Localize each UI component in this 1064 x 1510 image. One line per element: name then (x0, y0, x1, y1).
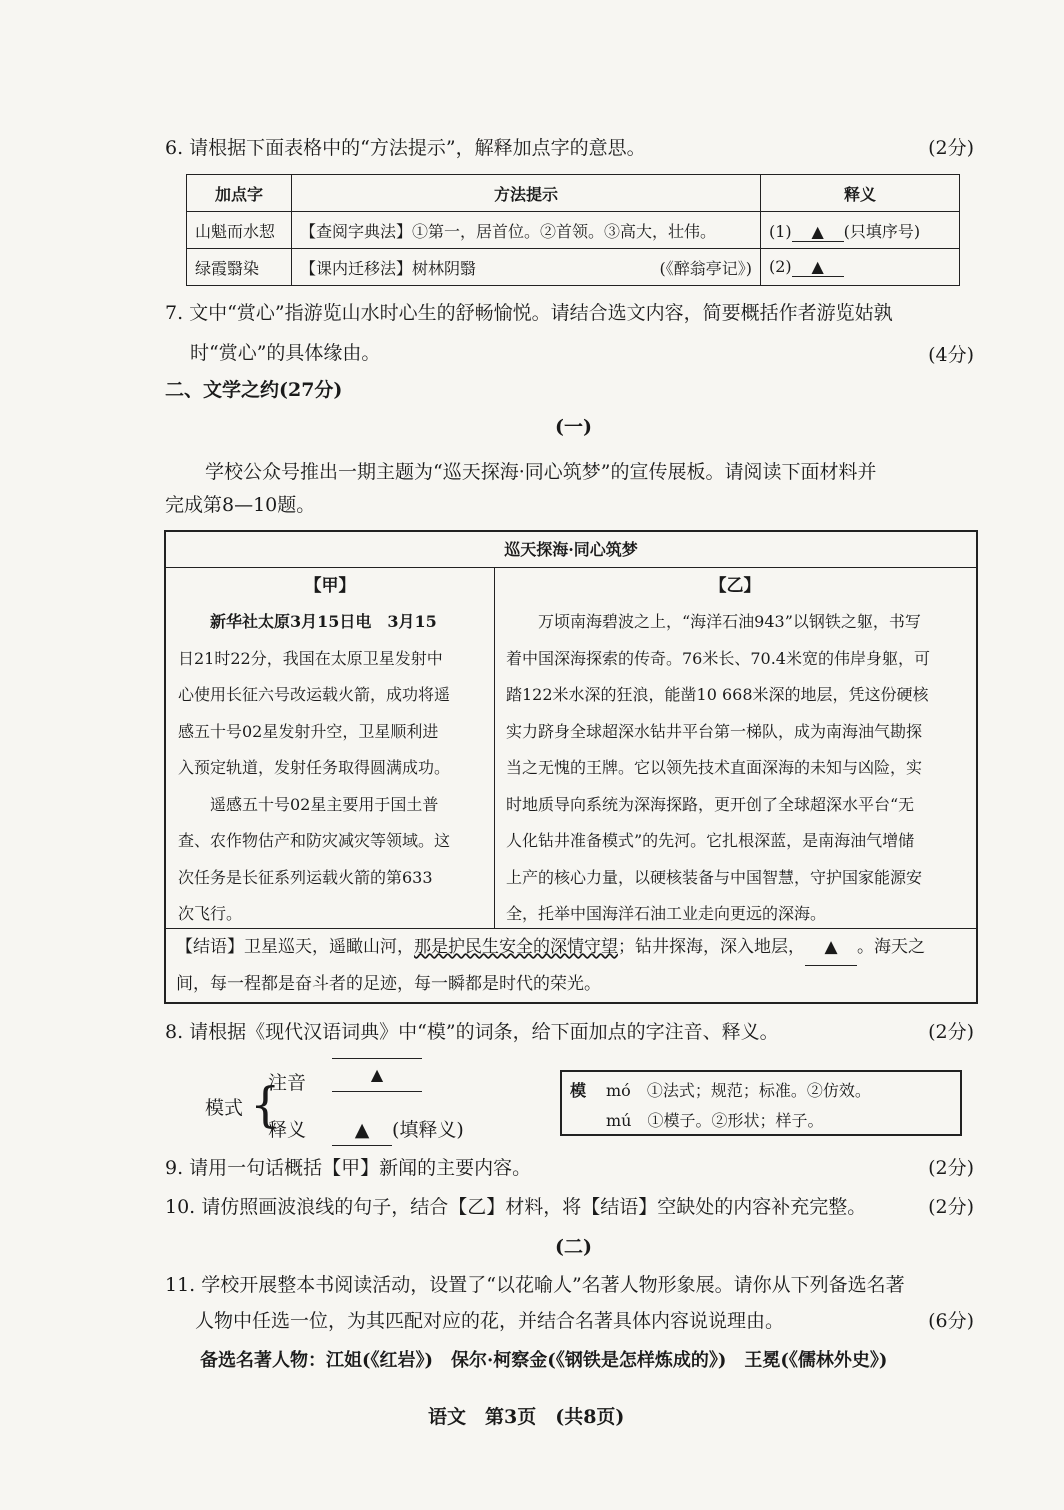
question-6: 6. 请根据下面表格中的“方法提示”，解释加点字的意思。 (165, 137, 646, 159)
table-header-meaning: 释义 (761, 175, 960, 212)
table-row-1-word: 山魁而水恝 (187, 212, 292, 249)
dict-def-2: ①模子。②形状；样子。 (647, 1111, 824, 1130)
yi-line: 全，托举中国海洋石油工业走向更远的深海。 (506, 904, 827, 923)
board-jia-label: 【甲】 (304, 576, 356, 596)
conclusion-wavy-sentence: 那是护民生安全的深情守望 (414, 937, 618, 957)
question-11-score: (6分) (928, 1310, 974, 1332)
table-header-word: 加点字 (187, 175, 292, 212)
jia-line: 查、农作物估产和防灾减灾等领域。这 (178, 831, 451, 850)
method-text-2: 【课内迁移法】树林阴翳 (300, 258, 477, 278)
page-footer: 语文 第3页 (共8页) (428, 1406, 625, 1428)
answer-label-1: (1) (769, 221, 792, 241)
dict-char: 模 (570, 1081, 587, 1100)
question-11-line-1: 11. 学校开展整本书阅读活动，设置了“以花喻人”名著人物形象展。请你从下列备选名著 (165, 1274, 905, 1296)
q8-meaning-row (332, 1115, 464, 1146)
intro-line-2: 完成第8—10题。 (165, 494, 316, 516)
dictionary-entry (560, 1070, 962, 1136)
yi-line: 时地质导向系统为深海探路，更开创了全球超深水平台“无 (506, 794, 915, 814)
pinyin-blank[interactable]: ▲ (332, 1058, 422, 1092)
question-7-line-2: 时“赏心”的具体缘由。 (190, 342, 381, 364)
method-source-2: (《醉翁亭记》) (659, 258, 752, 278)
answer-label-2: (2) (769, 257, 792, 276)
yi-line: 人化钻井准备模式”的先河。它扎根深蓝，是南海油气增储 (506, 831, 915, 850)
intro-line-1: 学校公众号推出一期主题为“巡天探海·同心筑梦”的宣传展板。请阅读下面材料并 (205, 461, 877, 483)
board-yi-label: 【乙】 (709, 576, 761, 596)
question-10-score: (2分) (928, 1196, 974, 1218)
jia-line: 次任务是长征系列运载火箭的第633 (178, 867, 433, 887)
table-row-2-method (292, 249, 761, 286)
conclusion-text-d: 。海天之 (857, 937, 925, 957)
question-9: 9. 请用一句话概括【甲】新闻的主要内容。 (165, 1157, 532, 1179)
section-2-title: 二、文学之约(27分) (165, 379, 343, 401)
dict-pinyin-2: mú (606, 1111, 632, 1130)
yi-line: 当之无愧的王牌。它以领先技术直面深海的未知与凶险，实 (506, 758, 923, 777)
answer-blank-1[interactable]: ▲ (792, 222, 844, 242)
conclusion-line-2: 间，每一程都是奋斗者的足迹，每一瞬都是时代的荣光。 (176, 974, 601, 994)
jia-line: 入预定轨道，发射任务取得圆满成功。 (178, 758, 451, 777)
q8-meaning-label: 释义 (268, 1119, 307, 1141)
part-2-label: (二) (555, 1236, 592, 1258)
answer-blank-2[interactable]: ▲ (792, 257, 844, 277)
jia-line: 日21时22分，我国在太原卫星发射中 (178, 648, 443, 668)
question-11-line-2: 人物中任选一位，为其匹配对应的花，并结合名著具体内容说说理由。 (195, 1310, 785, 1332)
display-board (164, 530, 978, 1004)
question-9-score: (2分) (928, 1157, 974, 1179)
jia-line: 遥感五十号02星主要用于国土普 (210, 794, 439, 814)
question-8-score: (2分) (928, 1021, 974, 1043)
dict-line-2 (606, 1108, 824, 1131)
conclusion-text-a: 【结语】卫星巡天，遥瞰山河， (176, 937, 414, 957)
q8-word: 模式 (205, 1097, 244, 1119)
jia-line: 心使用长征六号改运载火箭，成功将遥 (178, 685, 451, 704)
table-header-method: 方法提示 (292, 175, 761, 212)
jia-line: 次飞行。 (178, 904, 243, 923)
meaning-blank[interactable]: ▲ (332, 1115, 392, 1146)
answer-note-1: (只填序号) (843, 221, 921, 241)
conclusion-blank[interactable]: ▲ (805, 929, 857, 966)
table-row-2-word: 绿霞翳染 (187, 249, 292, 286)
q8-pinyin-label: 注音 (268, 1072, 307, 1094)
conclusion-text-c: ；钻井探海，深入地层， (618, 937, 805, 957)
table-row-2-answer (761, 249, 960, 286)
jia-line: 感五十号02星发射升空，卫星顺利进 (178, 721, 439, 741)
board-jia-text (166, 604, 494, 933)
table-row-1-answer (761, 212, 960, 249)
board-yi-text (496, 604, 974, 933)
board-divider (494, 568, 495, 928)
jia-line: 新华社太原3月15日电 3月15 (210, 612, 437, 631)
yi-line: 实力跻身全球超深水钻井平台第一梯队，成为南海油气勘探 (506, 721, 923, 741)
part-1-label: (一) (555, 416, 592, 438)
dict-def-1: ①法式；规范；标准。②仿效。 (646, 1081, 871, 1100)
dict-pinyin-1: mó (606, 1081, 631, 1100)
brace-icon: { (250, 1077, 281, 1133)
board-conclusion (166, 928, 976, 1002)
question-10: 10. 请仿照画波浪线的句子，结合【乙】材料，将【结语】空缺处的内容补充完整。 (165, 1196, 867, 1218)
dict-line-1 (606, 1078, 871, 1101)
yi-line: 上产的核心力量，以硬核装备与中国智慧，守护国家能源安 (506, 867, 923, 887)
question-7-line-1: 7. 文中“赏心”指游览山水时心生的舒畅愉悦。请结合选文内容，简要概括作者游览姑孰 (165, 302, 893, 324)
yi-line: 踏122米水深的狂浪，能凿10 668米深的地层，凭这份硬核 (506, 685, 929, 704)
meaning-note: (填释义) (392, 1119, 464, 1141)
method-table (186, 174, 960, 286)
candidate-characters: 备选名著人物：江姐(《红岩》) 保尔·柯察金(《钢铁是怎样炼成的》) 王冕(《儒林外史》) (200, 1350, 888, 1371)
question-7-score: (4分) (928, 344, 974, 366)
yi-line: 万顷南海碧波之上，“海洋石油943”以钢铁之躯，书写 (538, 612, 921, 631)
yi-line: 着中国深海探索的传奇。76米长、70.4米宽的伟岸身躯，可 (506, 648, 930, 668)
table-row-1-method: 【查阅字典法】①第一，居首位。②首领。③高大，壮伟。 (292, 212, 761, 249)
question-8: 8. 请根据《现代汉语词典》中“模”的词条，给下面加点的字注音、释义。 (165, 1021, 779, 1043)
board-title: 巡天探海·同心筑梦 (166, 532, 976, 568)
question-6-score: (2分) (928, 137, 974, 159)
